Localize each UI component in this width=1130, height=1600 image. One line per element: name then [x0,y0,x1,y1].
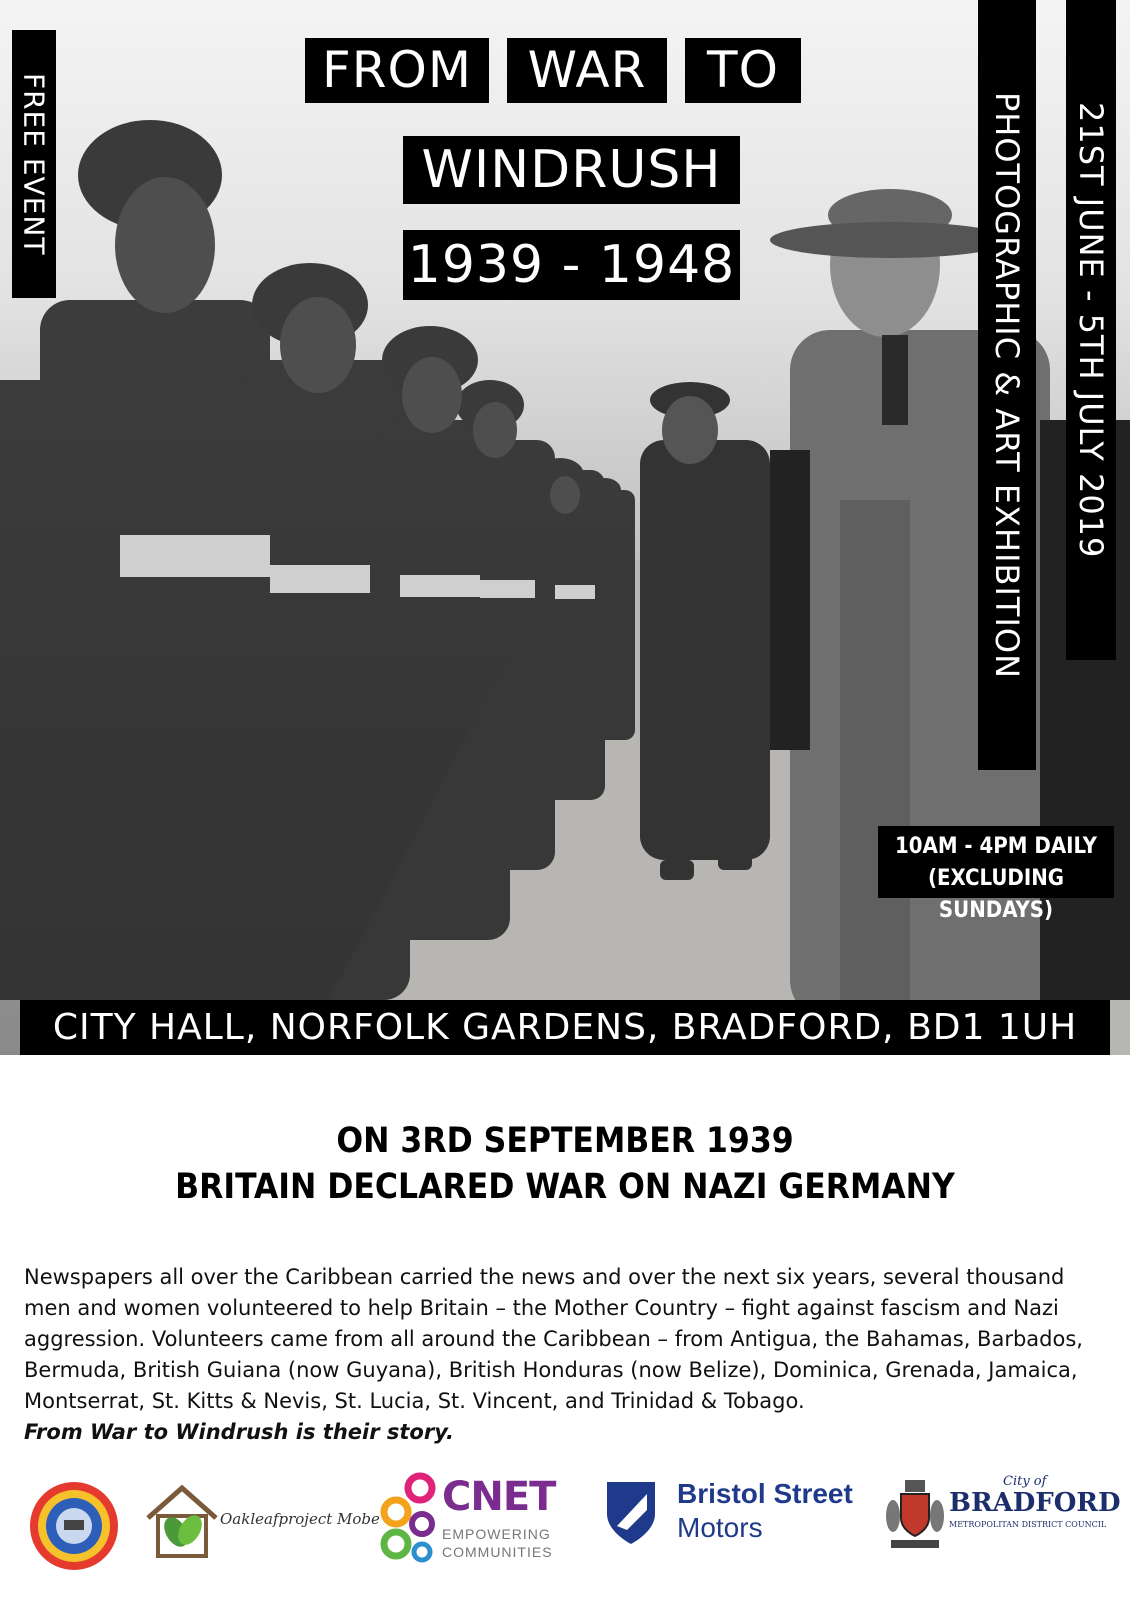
cnet-name: CNET [442,1474,556,1520]
hours-line-1: 10AM - 4PM DAILY [894,834,1098,859]
bristol-line-2: Motors [677,1512,763,1543]
body-closing: From War to Windrush is their story. [24,1420,454,1444]
bristol-street-motors-logo [605,1476,875,1566]
body-text: Newspapers all over the Caribbean carried the news and over the next six years, several thousand men and women volunteered to help Britain – the Mother Country – fight against fascism and Nazi aggression. Volunteers came from all around the Caribbean – from Antigua, the Bahamas, Barbados, Bermuda, British Guiana (now Guyana), British Honduras (now Belize), Dominica, Grenada, Jamaica, Montserrat, St. Kitts & Nevis, St. Lucia, St. Vincent, and Trinidad & Tobago. [24,1265,1083,1413]
free-event-banner [12,30,56,298]
cnet-line-2: COMMUNITIES [442,1544,553,1560]
title-word-to: TO [685,38,801,103]
headline [0,1118,1130,1210]
bradford-sub: METROPOLITAN DISTRICT COUNCIL [949,1520,1107,1529]
house-leaf-icon [142,1480,222,1560]
bristol-line-1: Bristol Street [677,1478,853,1509]
cnet-line-1: EMPOWERING [442,1526,551,1542]
free-event-label: FREE EVENT [17,72,51,256]
windrush-badge-logo [28,1480,120,1572]
cnet-logo [378,1470,568,1570]
bradford-small: City of [1003,1474,1047,1489]
dates-label: 21ST JUNE - 5TH JULY 2019 [1072,101,1110,559]
coat-of-arms-icon [885,1478,945,1554]
title-years: 1939 - 1948 [403,230,740,300]
dates-banner [1066,0,1116,660]
headline-line-1: ON 3RD SEPTEMBER 1939 [336,1121,794,1161]
opening-hours [878,826,1114,923]
oakleaf-label: Oakleafproject Mobe [220,1510,380,1528]
badge-icon [28,1480,120,1572]
body-paragraph [24,1262,1114,1448]
title-word-from: FROM [305,38,489,103]
bradford-name: BRADFORD [949,1488,1121,1518]
bradford-council-logo [885,1474,1121,1570]
sponsor-logos [0,1470,1130,1600]
headline-line-2: BRITAIN DECLARED WAR ON NAZI GERMANY [175,1167,955,1207]
exhibition-banner [978,0,1036,770]
exhibition-label: PHOTOGRAPHIC & ART EXHIBITION [988,91,1026,679]
hours-line-2: (EXCLUDING SUNDAYS) [927,866,1065,923]
gears-icon [378,1472,440,1564]
shield-icon [605,1480,657,1546]
oakleaf-logo [142,1480,380,1570]
title-windrush: WINDRUSH [403,136,740,204]
venue-address: CITY HALL, NORFOLK GARDENS, BRADFORD, BD1 1UH [20,1000,1110,1055]
title-word-war: WAR [507,38,667,103]
